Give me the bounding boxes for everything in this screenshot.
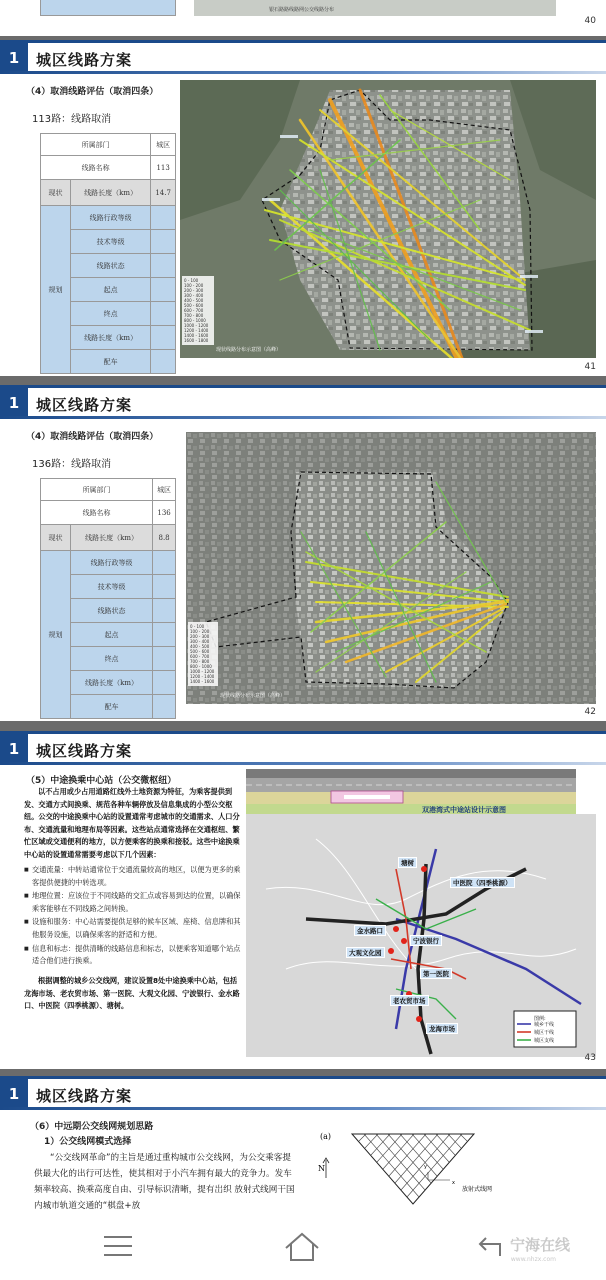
line-title: 113路：线路取消 xyxy=(32,114,112,125)
subtitle: （4）取消线路评估（取消四条） xyxy=(26,87,159,97)
table-cell: 线路名称 xyxy=(41,156,151,180)
body-paragraph xyxy=(24,786,244,862)
list-item: ■ 交通流量：中转站通常位于交通流量较高的地区，以便为更多的乘客提供便捷的中转选项。 xyxy=(24,864,246,889)
legend-item: 100 - 200 xyxy=(190,629,210,634)
legend-item: 600 - 700 xyxy=(184,308,204,313)
legend-item: 1000 - 1200 xyxy=(190,669,215,674)
bullet-list xyxy=(24,864,246,969)
diagram-title: 双港湾式中途站设计示意图 xyxy=(422,806,506,814)
section-title: 城区线路方案 xyxy=(36,1087,133,1105)
table-cell: 现状 xyxy=(41,180,71,206)
home-button[interactable] xyxy=(282,1230,322,1264)
legend-item: 0 - 100 xyxy=(190,624,205,629)
table-cell: 终点 xyxy=(71,647,153,671)
table-cell: 113 xyxy=(151,156,176,180)
table-cell: 线路长度（km） xyxy=(71,671,153,695)
subsubtitle: 1）公交线网模式选择 xyxy=(44,1137,132,1147)
home-icon xyxy=(282,1230,322,1264)
station-label: 老农贸市场 xyxy=(390,995,429,1006)
legend-item: 200 - 300 xyxy=(184,288,204,293)
map-caption: 现状线路分布示意图（高峰） xyxy=(216,347,282,353)
section-header xyxy=(0,40,606,74)
legend-item: 100 - 200 xyxy=(184,283,204,288)
station-label: 金水路口 xyxy=(354,925,386,936)
satellite-map xyxy=(186,432,596,704)
page40-map-fragment xyxy=(194,0,556,16)
page-41 xyxy=(0,40,606,376)
table-cell: 起点 xyxy=(71,278,151,302)
legend-item: 600 - 700 xyxy=(190,654,210,659)
header-underline xyxy=(0,762,606,765)
body-paragraph: “公交线网革命”的主旨是通过重构城市公交线网，为公交乘客提供最大化的出行可达性，使其相对于小汽车拥有最大的竞争力。发车频率较高、换乘高度自由、引导标识清晰，提有岀织 放射式线网干国内城市轨道交通的“棋盘+放 xyxy=(34,1153,295,1211)
table-cell: 线路行政等级 xyxy=(71,206,151,230)
table-cell: 线路名称 xyxy=(41,501,153,525)
list-item: ■ 地理位置：应该位于不同线路的交汇点或容易到达的位置，以确保乘客能够在不同线路之间转换。 xyxy=(24,890,246,915)
map-legend xyxy=(182,276,214,345)
section-number: 1 xyxy=(0,734,28,765)
page-40 xyxy=(0,0,606,36)
table-cell: 规划 xyxy=(41,206,71,374)
legend-item: 1400 - 1600 xyxy=(190,679,215,684)
section-number: 1 xyxy=(0,1079,28,1110)
section-title: 城区线路方案 xyxy=(36,51,133,69)
table-cell: 城区 xyxy=(151,134,176,156)
header-underline xyxy=(0,71,606,74)
north-label: N xyxy=(318,1164,325,1173)
page40-footer-text: 银石路路线路网公交线路分布 xyxy=(269,7,335,13)
legend-item: 800 - 1000 xyxy=(184,318,206,323)
table-cell: 线路状态 xyxy=(71,599,153,623)
section-number: 1 xyxy=(0,388,28,419)
subtitle: （5）中途换乘中心站（公交微枢纽） xyxy=(26,776,177,786)
table-cell: 规划 xyxy=(41,551,71,719)
table-cell: 终点 xyxy=(71,302,151,326)
legend-title: 图例: xyxy=(534,1016,546,1022)
station-label: 大观文化园 xyxy=(346,947,385,958)
table-cell: 城区 xyxy=(153,479,176,501)
legend-item: 400 - 500 xyxy=(190,644,210,649)
route-info-table xyxy=(40,478,176,719)
page-43 xyxy=(0,731,606,1069)
subtitle: （6）中远期公交线网规划思路 xyxy=(30,1122,154,1132)
section-header xyxy=(0,731,606,765)
page-44 xyxy=(0,1076,606,1212)
legend-item: 700 - 800 xyxy=(190,659,210,664)
table-cell: 技术等级 xyxy=(71,575,153,599)
station-label: 第一医院 xyxy=(420,968,452,979)
subtitle: （4）取消线路评估（取消四条） xyxy=(26,432,159,442)
table-cell: 配车 xyxy=(71,350,151,374)
table-cell: 配车 xyxy=(71,695,153,719)
map-caption: 现状线路分布示意图（高峰） xyxy=(220,693,286,699)
legend-item: 城区干线 xyxy=(534,1030,555,1036)
station-label: 塘树 xyxy=(398,857,417,868)
legend-item: 城乡干线 xyxy=(534,1022,555,1028)
table-cell: 所属部门 xyxy=(41,479,153,501)
table-cell: 线路长度（km） xyxy=(71,525,153,551)
legend-item: 1600 - 1800 xyxy=(184,338,209,343)
section-header xyxy=(0,385,606,419)
legend-item: 1200 - 1400 xyxy=(184,328,209,333)
menu-button[interactable] xyxy=(100,1230,140,1264)
list-item: ■ 信息和标志：提供清晰的线路信息和标志，以便乘客知道哪个站点适合他们进行换乘。 xyxy=(24,943,246,968)
transfer-station-map xyxy=(246,769,596,1057)
table-cell: 线路行政等级 xyxy=(71,551,153,575)
radial-network-diagram xyxy=(316,1128,516,1212)
station-label: 龙海市场 xyxy=(426,1023,458,1034)
station-label: 宁波银行 xyxy=(410,935,442,946)
paragraph-text: 根据调整的城乡公交线网，建议设置8处中途换乘中心站，包括龙海市场、老农贸市场、第一医院、大观文化园、宁波银行、金水路口、中医院（四季桃源）、塘树。 xyxy=(24,976,240,1011)
section-header xyxy=(0,1076,606,1110)
section-number: 1 xyxy=(0,43,28,74)
legend-item: 700 - 800 xyxy=(184,313,204,318)
list-item: ■ 设施和服务：中心站需要提供足够的候车区域、座椅、信息牌和其他服务设施，以确保乘客的舒适和方便。 xyxy=(24,916,246,941)
legend-item: 500 - 600 xyxy=(190,649,210,654)
page-42 xyxy=(0,385,606,721)
page-number: 42 xyxy=(584,707,596,717)
table-cell: 136 xyxy=(153,501,176,525)
table-cell: 线路长度（km） xyxy=(71,326,151,350)
table-cell: 线路状态 xyxy=(71,254,151,278)
table-cell: 8.8 xyxy=(153,525,176,551)
route-info-table xyxy=(40,133,176,374)
back-button[interactable] xyxy=(470,1230,510,1264)
site-watermark-url: www.nhzx.com xyxy=(510,1256,556,1263)
table-cell: 14.7 xyxy=(151,180,176,206)
table-cell: 线路长度（km） xyxy=(71,180,151,206)
map-legend xyxy=(188,622,218,686)
legend-item: 800 - 1000 xyxy=(190,664,212,669)
page-number: 41 xyxy=(584,362,596,372)
diagram-label-a: (a) xyxy=(320,1132,332,1141)
legend-item: 1200 - 1400 xyxy=(190,674,215,679)
legend-item: 1400 - 1600 xyxy=(184,333,209,338)
section-title: 城区线路方案 xyxy=(36,396,133,414)
axis-y-label: y xyxy=(424,1164,427,1170)
table-cell: 起点 xyxy=(71,623,153,647)
legend-item: 300 - 400 xyxy=(184,293,204,298)
diagram-caption: 放射式线网 xyxy=(462,1186,493,1193)
legend-item: 200 - 300 xyxy=(190,634,210,639)
legend-item: 1000 - 1200 xyxy=(184,323,209,328)
legend-item: 500 - 600 xyxy=(184,303,204,308)
site-watermark: 宁海在线 xyxy=(509,1236,570,1254)
section-title: 城区线路方案 xyxy=(36,742,133,760)
page-number: 40 xyxy=(584,16,596,26)
axis-x-label: x xyxy=(452,1180,455,1186)
legend-item: 城区支线 xyxy=(534,1038,555,1044)
back-icon xyxy=(470,1230,510,1264)
table-cell: 所属部门 xyxy=(41,134,151,156)
table-cell: 现状 xyxy=(41,525,71,551)
station-label: 中医院（四季桃源） xyxy=(450,877,515,888)
paragraph-text: 以不占用或少占用道路红线外土地资源为特征，为乘客提供到发、交通方式间换乘、规范各种车辆停放及信息集成的小型公交枢纽。公交的中途换乘中心站的设置通常考虑城市的交通需求、人口分布、交通流量和地理布局等因素。这些站点通常选择在交通枢纽、繁忙区域或交通便利的地方，以方便乘客的换乘和接驳。这些中途换乘中心站的设置通常需要考虑以下几个因素： xyxy=(24,787,240,859)
satellite-map xyxy=(180,80,596,358)
page-number: 43 xyxy=(584,1053,596,1063)
page40-table-fragment xyxy=(40,0,176,16)
header-underline xyxy=(0,1107,606,1110)
legend-item: 400 - 500 xyxy=(184,298,204,303)
legend-item: 300 - 400 xyxy=(190,639,210,644)
legend-item: 0 - 100 xyxy=(184,278,199,283)
body-paragraph xyxy=(24,975,244,1013)
line-title: 136路：线路取消 xyxy=(32,459,112,470)
table-cell: 技术等级 xyxy=(71,230,151,254)
menu-icon-middle-line xyxy=(104,1245,132,1247)
header-underline xyxy=(0,416,606,419)
